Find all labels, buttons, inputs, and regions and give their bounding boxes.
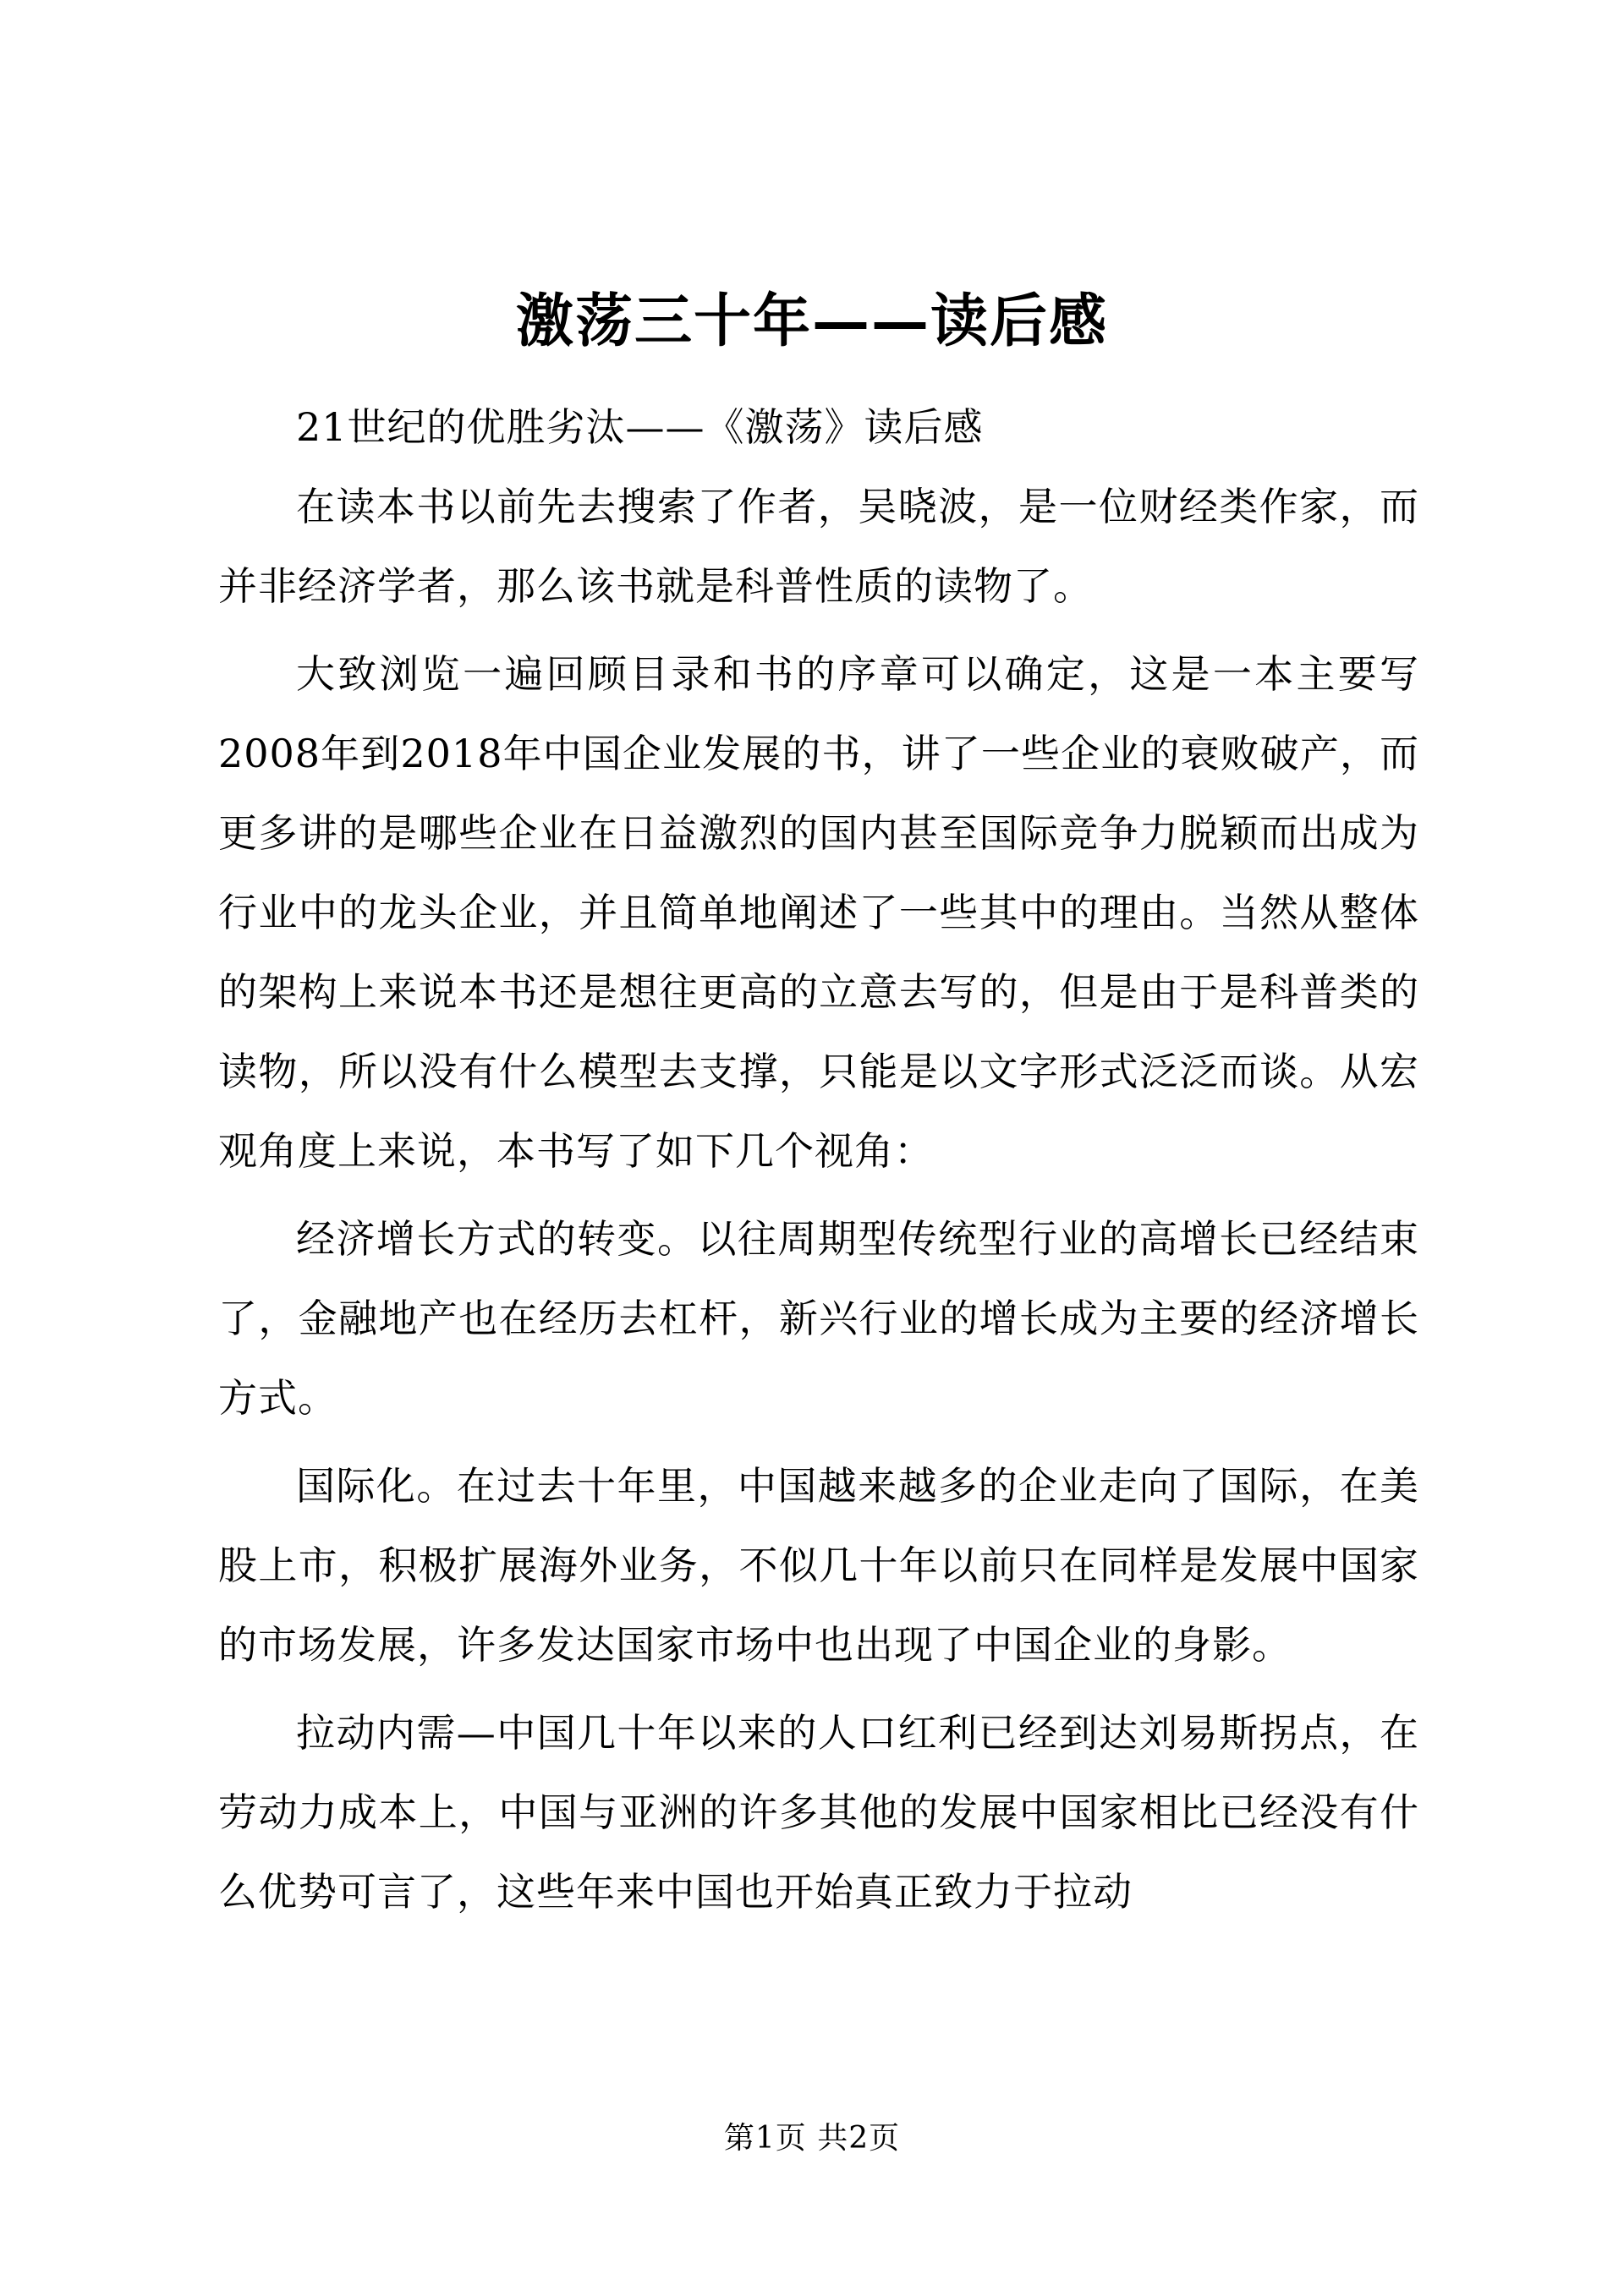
document-body (218, 387, 1419, 1940)
document-title: 激荡三十年——读后感 (515, 288, 1108, 355)
body-paragraph: 大致浏览一遍回顾目录和书的序章可以确定，这是一本主要写2008年到2018年中国企业发展的书，讲了一些企业的衰败破产，而更多讲的是哪些企业在日益激烈的国内甚至国际竞争力脱颖而出成为行业中的龙头企业，并且简单地阐述了一些其中的理由。当然从整体的架构上来说本书还是想往更高的立意去写的，但是由于是科普类的读物，所以没有什么模型去支撑，只能是以文字形式泛泛而谈。从宏观角度上来说，本书写了如下几个视角： (218, 651, 1419, 1174)
body-paragraph: 国际化。在过去十年里，中国越来越多的企业走向了国际，在美股上市，积极扩展海外业务，不似几十年以前只在同样是发展中国家的市场发展，许多发达国家市场中也出现了中国企业的身影。 (218, 1463, 1419, 1668)
body-paragraph: 拉动内需—中国几十年以来的人口红利已经到达刘易斯拐点，在劳动力成本上，中国与亚洲的许多其他的发展中国家相比已经没有什么优势可言了，这些年来中国也开始真正致力于拉动 (218, 1710, 1419, 1915)
page-footer: 第1页 共2页 (723, 2121, 901, 2156)
subtitle-paragraph: 21世纪的优胜劣汰——《激荡》读后感 (296, 404, 984, 450)
body-paragraph: 经济增长方式的转变。以往周期型传统型行业的高增长已经结束了，金融地产也在经历去杠杆，新兴行业的增长成为主要的经济增长方式。 (218, 1216, 1419, 1421)
body-paragraph: 在读本书以前先去搜索了作者，吴晓波，是一位财经类作家，而并非经济学者，那么该书就是科普性质的读物了。 (218, 484, 1419, 609)
